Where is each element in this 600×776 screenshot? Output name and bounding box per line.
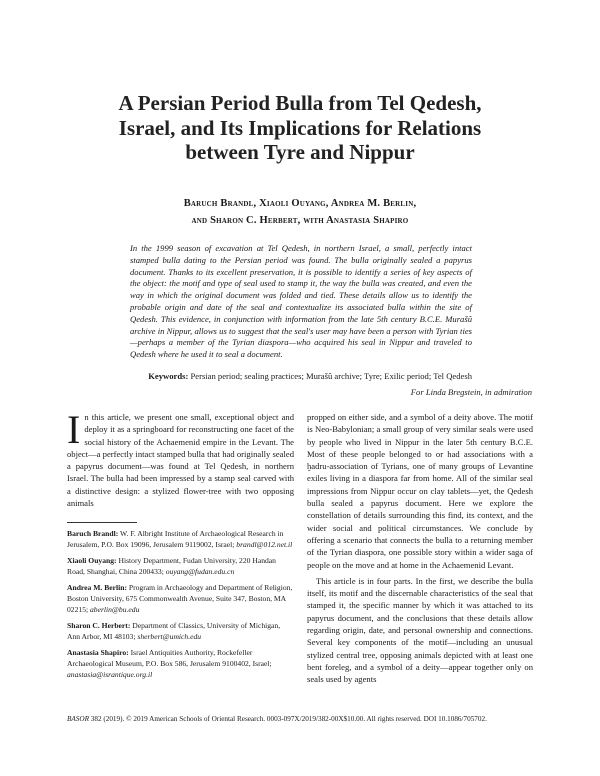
affiliation-email[interactable]: aberlin@bu.edu [90,604,140,614]
affiliation-text: Department of Classics, University of Michigan, Ann Arbor, MI 48103; [67,621,281,641]
citation-text: 382 (2019). © 2019 American Schools of Oriental Research. 0003-097X/2019/382-00X$10.00. All rights reserved. DOI 10.1086/705702. [88,715,487,723]
journal-name: BASOR [67,715,89,723]
body-column-left [67,407,294,509]
affiliation-email[interactable]: sherbert@umich.edu [137,631,202,641]
intro-paragraph [67,407,294,509]
affiliation-email[interactable]: brandl@012.net.il [236,539,293,549]
abstract: In the 1999 season of excavation at Tel Qedesh, in northern Israel, a small, perfectly intact stamped bulla dating to the Persian period was found. The bulla originally sealed a papyrus document. Thanks to its excellent preservation, it is possible to identify a series of key aspects of the object: the motif and type of seal used to stamp it, the way the bulla was created, and even the way in which the original document was folded and tied. These details allow us to identify the probable origin and date of the seal and contextualize its associated bulla within the site of Qedesh. This evidence, in conjunction with information from the late 5th century B.C.E. Murašû archive in Nippur, allows us to suggest that the seal's user may have been a person with Tyrian ties—perhaps a member of the Tyrian diaspora—who acquired his seal in Nippur and traveled to Qedesh where he used it to seal a document. [130,243,472,360]
title-line-3: between Tyre and Nippur [185,140,415,164]
affiliation-brandl [67,529,294,550]
affiliation-text: History Department, Fudan University, 220 Handan Road, Shanghai, China 200433; [67,556,276,576]
title-line-1: A Persian Period Bulla from Tel Qedesh, [118,91,482,115]
author-affiliations [67,529,294,686]
keywords [130,370,472,382]
affiliation-name: Anastasia Shapiro: [67,648,129,658]
body-paragraph-2: This article is in four parts. In the first, we describe the bulla itself, its motif and the discernable characteristics of the seal that stamped it, the specific manner by which it was attached to its papyrus document, and the conclusions that these details allow regarding origin, date, and personal ownership and connections. Several key components of the motif—including an unusual stylized central tree, opposing animals depicted with at least one bent foreleg, and a symbol of a deity—appear together only on seals used by agents [307,575,533,685]
title-line-2: Israel, and Its Implications for Relations [118,115,482,140]
affiliation-name: Xiaoli Ouyang: [67,556,117,566]
affiliation-shapiro [67,648,294,680]
footnote-rule [67,522,137,523]
affiliation-name: Andrea M. Berlin: [67,583,127,593]
article-title [60,91,540,165]
dedication: For Linda Bregstein, in admiration [410,387,532,397]
keywords-label: Keywords: [148,371,189,381]
affiliation-text: Program in Archaeology and Department of Religion, Boston University, 675 Commonwealth Avenue, Suite 347, Boston, MA 02215; [67,583,293,614]
body-column-right [307,411,533,686]
affiliation-email[interactable]: ouyang@fudan.edu.cn [165,566,235,576]
affiliation-ouyang [67,556,294,577]
affiliation-email[interactable]: anastasia@israntique.org.il [67,669,153,679]
authors-line-2: and Sharon C. Herbert, with Anastasia Shapiro [191,215,409,226]
drop-cap: I [67,407,81,452]
authors-line-1: Baruch Brandl, Xiaoli Ouyang, Andrea M. Berlin, [183,198,417,209]
affiliation-name: Sharon C. Herbert: [67,621,131,631]
author-list [60,195,540,229]
affiliation-berlin [67,583,294,615]
intro-text: n this article, we present one small, exceptional object and deploy it as a springboard for reconstructing one facet of the social history of the Achaemenid empire in the Levant. The object—a perfectly intact stamped bulla that had originally sealed a papyrus document—was found at Tel Qedesh, in northern Israel. The bulla had been impressed by a stamp seal carved with a distinctive design: a stylized flower-tree with two opposing animals [67,412,294,509]
affiliation-text: Israel Antiquities Authority, Rockefeller Archaeological Museum, P.O. Box 586, Jerusalem 9100402, Israel; [67,648,272,668]
affiliation-text: W. F. Albright Institute of Archaeological Research in Jerusalem, P.O. Box 19096, Jerusalem 9119002, Israel; [67,529,284,549]
affiliation-name: Baruch Brandl: [67,529,119,538]
journal-footer [67,714,533,724]
affiliation-herbert [67,621,294,642]
body-paragraph-1: propped on either side, and a symbol of a deity above. The motif is Neo-Babylonian; a small group of very similar seals were used by people who lived in Nippur in the later 5th century B.C.E. Most of these people belonged to or had associations with a ḫadru-association of Tyrians, one of many groups of Levantine exiles living in a diaspora far from home. All of the similar seal impressions from Nippur occur on clay tablets—yet, the Qedesh bulla sealed a papyrus document. Here we explore the constellation of details surrounding this find, its context, and the wider social and political circumstances. We conclude by offering a scenario that connects the bulla to a returning member of the Tyrian diaspora, one possible story within a wider saga of people on the move and at home in the Achaemenid Levant. [307,412,533,570]
keywords-text: Persian period; sealing practices; Murašû archive; Tyre; Exilic period; Tel Qedesh [190,371,472,381]
